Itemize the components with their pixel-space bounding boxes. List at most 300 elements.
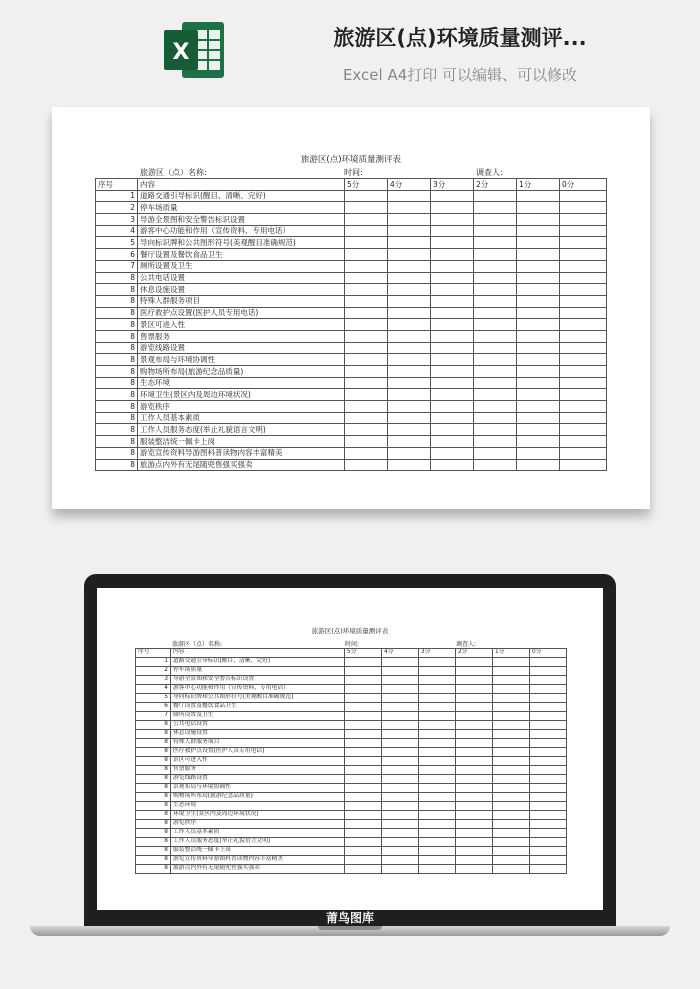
table-row <box>96 214 607 226</box>
row-content: 道路交通引导标识(醒目、清晰、完好) <box>138 190 345 202</box>
score-cell <box>345 838 382 847</box>
score-cell <box>530 847 567 856</box>
table-row <box>96 249 607 261</box>
score-cell <box>530 676 567 685</box>
row-content: 工作人员服务态度(举止礼貌语言文明) <box>171 838 345 847</box>
table-row <box>96 342 607 354</box>
score-cell <box>382 748 419 757</box>
table-row <box>96 319 607 331</box>
score-cell <box>456 703 493 712</box>
score-cell <box>530 658 567 667</box>
page-subtitle: Excel A4打印 可以编辑、可以修改 <box>342 66 578 84</box>
score-cell <box>382 658 419 667</box>
score-cell <box>530 775 567 784</box>
score-cell <box>530 721 567 730</box>
table-row <box>136 811 567 820</box>
score-cell <box>517 225 560 237</box>
score-cell <box>493 721 530 730</box>
score-cell <box>345 712 382 721</box>
score-cell <box>382 802 419 811</box>
score-cell <box>560 342 607 354</box>
row-no: 8 <box>136 838 171 847</box>
row-no: 8 <box>136 784 171 793</box>
table-row <box>136 802 567 811</box>
row-content: 休息设施设置 <box>138 284 345 296</box>
score-cell <box>388 377 431 389</box>
score-cell <box>345 436 388 448</box>
score-cell <box>345 802 382 811</box>
laptop-notch <box>318 926 382 930</box>
score-cell <box>474 401 517 413</box>
table-row <box>96 272 607 284</box>
score-cell <box>388 447 431 459</box>
table-row <box>96 225 607 237</box>
row-content: 医疗救护点设置(医护人员专用电话) <box>171 748 345 757</box>
score-cell <box>345 865 382 874</box>
score-cell <box>345 703 382 712</box>
score-cell <box>419 676 456 685</box>
sheet-caption: 旅游区(点)环境质量测评表 <box>311 627 389 635</box>
row-no: 8 <box>96 284 138 296</box>
score-cell <box>388 412 431 424</box>
score-cell <box>517 190 560 202</box>
header-score: 5分 <box>345 179 388 191</box>
score-cell <box>456 775 493 784</box>
score-cell <box>345 447 388 459</box>
score-cell <box>431 202 474 214</box>
row-content: 特殊人群服务项目 <box>138 295 345 307</box>
score-cell <box>388 342 431 354</box>
score-cell <box>517 377 560 389</box>
row-content: 导向标识牌和公共图形符号(美观醒目准确规范) <box>138 237 345 249</box>
score-cell <box>456 667 493 676</box>
score-cell <box>493 739 530 748</box>
score-cell <box>530 694 567 703</box>
score-cell <box>431 354 474 366</box>
score-cell <box>345 377 388 389</box>
header-content: 内容 <box>171 649 345 658</box>
row-content: 游览宣传资料导游图科普读物内容丰富精美 <box>138 447 345 459</box>
row-no: 8 <box>96 307 138 319</box>
score-cell <box>382 847 419 856</box>
score-cell <box>456 856 493 865</box>
area-label: 旅游区（点）名称: <box>172 641 223 648</box>
score-cell <box>493 667 530 676</box>
header-content: 内容 <box>138 179 345 191</box>
row-content: 服装整洁统一佩卡上岗 <box>171 847 345 856</box>
score-cell <box>388 436 431 448</box>
score-cell <box>530 748 567 757</box>
row-no: 8 <box>96 272 138 284</box>
score-cell <box>419 685 456 694</box>
score-cell <box>560 260 607 272</box>
row-no: 8 <box>136 865 171 874</box>
row-content: 环境卫生(景区内及周边环境状况) <box>138 389 345 401</box>
score-cell <box>517 447 560 459</box>
score-cell <box>431 237 474 249</box>
score-cell <box>419 820 456 829</box>
score-cell <box>493 802 530 811</box>
score-cell <box>419 766 456 775</box>
score-cell <box>530 802 567 811</box>
score-cell <box>560 401 607 413</box>
score-cell <box>431 307 474 319</box>
score-cell <box>530 811 567 820</box>
score-cell <box>474 459 517 471</box>
score-cell <box>493 811 530 820</box>
row-no: 3 <box>96 214 138 226</box>
score-cell <box>382 712 419 721</box>
score-cell <box>345 667 382 676</box>
score-cell <box>474 366 517 378</box>
score-cell <box>530 820 567 829</box>
table-row <box>136 865 567 874</box>
score-cell <box>493 865 530 874</box>
score-cell <box>456 658 493 667</box>
score-cell <box>345 401 388 413</box>
row-content: 游览宣传资料导游图科普读物内容丰富精美 <box>171 856 345 865</box>
score-cell <box>431 330 474 342</box>
score-cell <box>431 284 474 296</box>
header-score: 5分 <box>345 649 382 658</box>
score-cell <box>493 757 530 766</box>
score-cell <box>474 447 517 459</box>
score-cell <box>345 459 388 471</box>
table-row <box>96 295 607 307</box>
sheet-caption: 旅游区(点)环境质量测评表 <box>300 155 402 165</box>
score-cell <box>388 354 431 366</box>
row-content: 环境卫生(景区内及周边环境状况) <box>171 811 345 820</box>
score-cell <box>388 295 431 307</box>
row-no: 8 <box>136 829 171 838</box>
score-cell <box>345 330 388 342</box>
row-content: 公共电话设置 <box>138 272 345 284</box>
header-score: 0分 <box>560 179 607 191</box>
row-no: 1 <box>96 190 138 202</box>
table-row <box>96 459 607 471</box>
brand-watermark: 莆鸟图库 <box>325 911 374 925</box>
row-no: 8 <box>96 330 138 342</box>
row-no: 8 <box>136 775 171 784</box>
row-content: 景区可进入性 <box>138 319 345 331</box>
score-cell <box>456 793 493 802</box>
score-cell <box>388 214 431 226</box>
score-cell <box>474 237 517 249</box>
table-row <box>136 658 567 667</box>
score-cell <box>456 865 493 874</box>
row-content: 生态环境 <box>171 802 345 811</box>
score-cell <box>345 748 382 757</box>
score-cell <box>517 249 560 261</box>
time-label: 时间: <box>344 168 363 177</box>
score-cell <box>517 389 560 401</box>
row-content: 游览线路设置 <box>138 342 345 354</box>
score-cell <box>493 676 530 685</box>
score-cell <box>345 694 382 703</box>
score-cell <box>388 272 431 284</box>
score-cell <box>560 284 607 296</box>
row-no: 8 <box>136 820 171 829</box>
score-cell <box>517 366 560 378</box>
score-cell <box>388 366 431 378</box>
score-cell <box>456 694 493 703</box>
row-content: 道路交通引导标识(醒目、清晰、完好) <box>171 658 345 667</box>
row-content: 工作人员服务态度(举止礼貌语言文明) <box>138 424 345 436</box>
table-row <box>136 847 567 856</box>
row-no: 8 <box>136 739 171 748</box>
score-cell <box>493 820 530 829</box>
excel-icon <box>162 18 226 82</box>
score-cell <box>493 856 530 865</box>
score-table <box>95 178 607 471</box>
score-cell <box>382 784 419 793</box>
header-score: 1分 <box>493 649 530 658</box>
row-no: 7 <box>96 260 138 272</box>
score-cell <box>456 811 493 820</box>
table-row <box>96 237 607 249</box>
row-no: 8 <box>136 748 171 757</box>
score-cell <box>530 667 567 676</box>
row-no: 8 <box>136 766 171 775</box>
score-cell <box>419 811 456 820</box>
row-content: 导向标识牌和公共图形符号(美观醒目准确规范) <box>171 694 345 703</box>
score-cell <box>456 802 493 811</box>
score-cell <box>419 712 456 721</box>
score-cell <box>345 260 388 272</box>
score-cell <box>474 284 517 296</box>
score-cell <box>456 829 493 838</box>
score-cell <box>419 856 456 865</box>
score-cell <box>388 249 431 261</box>
score-cell <box>474 249 517 261</box>
row-content: 厕所设置及卫生 <box>171 712 345 721</box>
row-content: 餐厅设置及餐饮食品卫生 <box>138 249 345 261</box>
score-cell <box>474 436 517 448</box>
score-cell <box>493 658 530 667</box>
time-label: 时间: <box>345 641 360 648</box>
score-cell <box>517 260 560 272</box>
row-no: 8 <box>96 342 138 354</box>
row-content: 旅游点内外有无尾随兜售强买强卖 <box>171 865 345 874</box>
score-cell <box>345 685 382 694</box>
score-cell <box>431 249 474 261</box>
row-content: 游客中心功能和作用（宣传资料、专用电话） <box>171 685 345 694</box>
score-cell <box>345 225 388 237</box>
table-row <box>136 667 567 676</box>
row-no: 3 <box>136 676 171 685</box>
table-row <box>96 260 607 272</box>
row-no: 5 <box>136 694 171 703</box>
score-cell <box>493 766 530 775</box>
table-row <box>96 307 607 319</box>
score-cell <box>517 330 560 342</box>
score-cell <box>517 459 560 471</box>
row-no: 8 <box>136 793 171 802</box>
score-cell <box>431 342 474 354</box>
score-cell <box>419 865 456 874</box>
score-cell <box>382 793 419 802</box>
score-cell <box>419 721 456 730</box>
score-cell <box>388 459 431 471</box>
score-cell <box>382 667 419 676</box>
header-score: 4分 <box>388 179 431 191</box>
row-no: 8 <box>136 856 171 865</box>
score-cell <box>517 214 560 226</box>
score-cell <box>456 766 493 775</box>
score-cell <box>474 272 517 284</box>
score-cell <box>419 847 456 856</box>
row-no: 8 <box>136 811 171 820</box>
score-cell <box>345 319 388 331</box>
table-row <box>136 775 567 784</box>
row-content: 游览秩序 <box>171 820 345 829</box>
score-cell <box>345 820 382 829</box>
score-cell <box>474 412 517 424</box>
spreadsheet <box>52 107 650 509</box>
score-cell <box>345 775 382 784</box>
score-cell <box>388 225 431 237</box>
score-cell <box>474 319 517 331</box>
score-cell <box>431 377 474 389</box>
score-cell <box>530 793 567 802</box>
row-no: 8 <box>136 730 171 739</box>
score-cell <box>493 784 530 793</box>
table-row <box>96 412 607 424</box>
score-cell <box>517 295 560 307</box>
table-row <box>136 793 567 802</box>
score-cell <box>419 703 456 712</box>
svg-text:X: X <box>172 40 190 65</box>
score-cell <box>431 272 474 284</box>
score-cell <box>456 712 493 721</box>
table-row <box>136 721 567 730</box>
score-cell <box>388 190 431 202</box>
score-cell <box>530 703 567 712</box>
table-row <box>136 730 567 739</box>
score-cell <box>560 459 607 471</box>
score-cell <box>560 377 607 389</box>
score-cell <box>474 202 517 214</box>
sheet-preview <box>52 107 650 509</box>
score-cell <box>345 354 388 366</box>
table-row <box>96 354 607 366</box>
score-cell <box>382 703 419 712</box>
score-cell <box>382 730 419 739</box>
score-cell <box>530 829 567 838</box>
row-no: 8 <box>96 424 138 436</box>
score-cell <box>345 721 382 730</box>
score-cell <box>560 389 607 401</box>
row-no: 8 <box>96 295 138 307</box>
score-cell <box>560 214 607 226</box>
row-content: 旅游点内外有无尾随兜售强买强卖 <box>138 459 345 471</box>
score-cell <box>388 284 431 296</box>
score-cell <box>419 802 456 811</box>
table-row <box>136 712 567 721</box>
score-cell <box>530 730 567 739</box>
score-cell <box>474 389 517 401</box>
score-cell <box>345 829 382 838</box>
score-cell <box>493 685 530 694</box>
score-cell <box>493 793 530 802</box>
score-cell <box>419 694 456 703</box>
score-cell <box>493 703 530 712</box>
row-content: 购物场所布局(旅游纪念品质量) <box>171 793 345 802</box>
score-cell <box>560 447 607 459</box>
score-cell <box>517 272 560 284</box>
row-content: 工作人员基本素质 <box>171 829 345 838</box>
score-cell <box>431 190 474 202</box>
row-no: 2 <box>136 667 171 676</box>
spreadsheet-mini <box>97 588 603 910</box>
score-cell <box>345 389 388 401</box>
score-cell <box>382 820 419 829</box>
score-cell <box>345 272 388 284</box>
row-no: 8 <box>96 366 138 378</box>
score-cell <box>382 766 419 775</box>
table-row <box>136 739 567 748</box>
header <box>0 0 700 100</box>
score-cell <box>493 712 530 721</box>
header-score: 2分 <box>456 649 493 658</box>
table-row <box>136 676 567 685</box>
score-cell <box>345 190 388 202</box>
score-cell <box>419 748 456 757</box>
score-cell <box>419 793 456 802</box>
score-cell <box>431 424 474 436</box>
row-content: 售票服务 <box>138 330 345 342</box>
score-cell <box>456 757 493 766</box>
score-cell <box>530 757 567 766</box>
header-score: 2分 <box>474 179 517 191</box>
score-cell <box>431 260 474 272</box>
score-cell <box>431 401 474 413</box>
score-cell <box>474 190 517 202</box>
score-cell <box>560 295 607 307</box>
score-cell <box>493 829 530 838</box>
score-cell <box>560 412 607 424</box>
score-cell <box>419 730 456 739</box>
score-cell <box>456 730 493 739</box>
score-cell <box>474 424 517 436</box>
row-content: 公共电话设置 <box>171 721 345 730</box>
row-no: 8 <box>96 459 138 471</box>
score-cell <box>345 739 382 748</box>
score-cell <box>431 225 474 237</box>
score-cell <box>419 784 456 793</box>
score-cell <box>345 757 382 766</box>
score-cell <box>419 667 456 676</box>
score-cell <box>419 829 456 838</box>
score-cell <box>388 307 431 319</box>
area-label: 旅游区（点）名称: <box>140 168 207 177</box>
score-cell <box>382 829 419 838</box>
score-cell <box>345 811 382 820</box>
score-cell <box>456 847 493 856</box>
table-row <box>136 757 567 766</box>
table-row <box>96 436 607 448</box>
score-cell <box>382 757 419 766</box>
row-content: 休息设施设置 <box>171 730 345 739</box>
table-row <box>96 330 607 342</box>
score-cell <box>530 739 567 748</box>
score-cell <box>493 730 530 739</box>
row-content: 游客中心功能和作用（宣传资料、专用电话） <box>138 225 345 237</box>
row-content: 景观布局与环境协调性 <box>171 784 345 793</box>
score-cell <box>456 820 493 829</box>
row-no: 8 <box>96 447 138 459</box>
score-cell <box>382 838 419 847</box>
